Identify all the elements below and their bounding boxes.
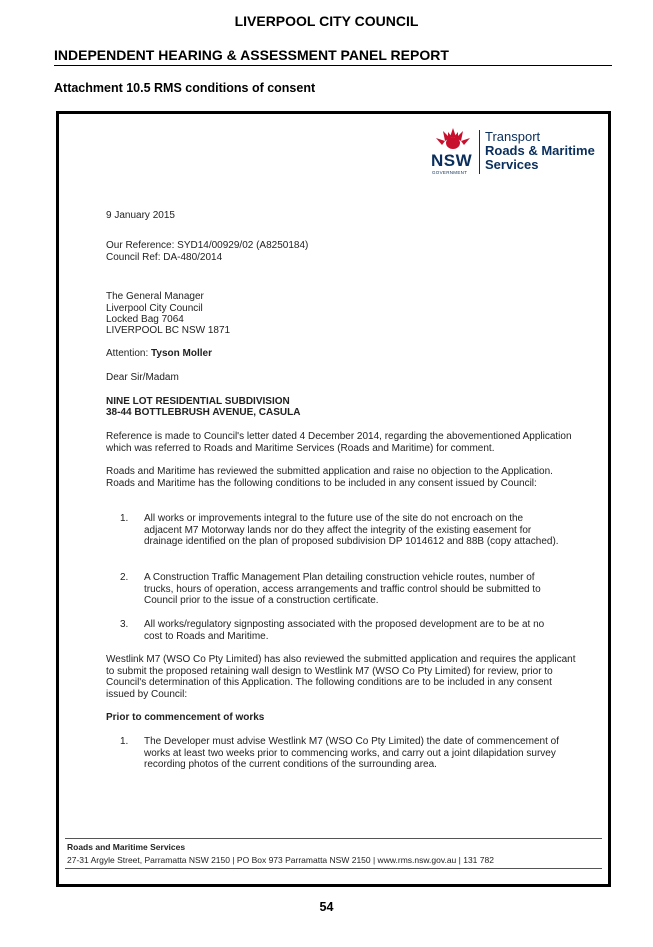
letter-page [59, 114, 608, 884]
logo-line-roads: Roads & Maritime [485, 143, 595, 158]
condition-number: 1. [120, 513, 129, 524]
attachment-title: Attachment 10.5 RMS conditions of consent [54, 81, 316, 95]
header-divider [54, 65, 612, 66]
condition-text: All works or improvements integral to the future use of the site do not encroach on the adjacent M7 Motorway lands nor do they affect the integrity of the existing easement for drainage identified on the plan of proposed subdivision DP 1014612 and 88B (copy attached). [144, 513, 559, 547]
waratah-icon [431, 126, 475, 152]
logo-wordmark [485, 130, 595, 172]
condition-number: 2. [120, 572, 129, 583]
attention-label: Attention: [106, 348, 149, 359]
condition-text: The Developer must advise Westlink M7 (WSO Co Pty Limited) the date of commencement of works at least two weeks prior to commencing works, and carry out a joint dilapidation survey recording photos of the current conditions of the surrounding area. [144, 736, 559, 770]
condition-number: 3. [120, 619, 129, 630]
logo-divider [479, 130, 480, 174]
section-heading: Prior to commencement of works [106, 712, 265, 723]
council-name: LIVERPOOL CITY COUNCIL [234, 13, 419, 29]
logo-line-services: Services [485, 157, 539, 172]
our-reference: Our Reference: SYD14/00929/02 (A8250184) [106, 240, 309, 251]
footer-divider [65, 868, 602, 869]
report-title: INDEPENDENT HEARING & ASSESSMENT PANEL REPORT [54, 47, 449, 63]
attention-name: Tyson Moller [151, 348, 212, 359]
attention-line [106, 348, 576, 360]
logo-line-transport: Transport [485, 129, 541, 144]
rms-logo [431, 126, 601, 176]
paragraph-reference: Reference is made to Council's letter dated 4 December 2014, regarding the abovementioned Application which was referred to Roads and Maritime Services (Roads and Maritime) for comment. [106, 431, 572, 454]
footer-divider [65, 838, 602, 839]
letter-date: 9 January 2015 [106, 210, 175, 221]
footer-address: 27-31 Argyle Street, Parramatta NSW 2150 | PO Box 973 Parramatta NSW 2150 | www.rms.nsw.gov.au | 131 782 [67, 855, 494, 865]
address-line: The General Manager [106, 291, 204, 302]
address-line: LIVERPOOL BC NSW 1871 [106, 325, 231, 336]
logo-government: GOVERNMENT [432, 170, 468, 175]
logo-nsw: NSW [431, 151, 473, 170]
council-reference: Council Ref: DA-480/2014 [106, 252, 223, 263]
salutation: Dear Sir/Madam [106, 372, 179, 383]
address-line: Locked Bag 7064 [106, 314, 184, 325]
address-line: Liverpool City Council [106, 303, 203, 314]
page-number: 54 [319, 900, 334, 914]
condition-text: A Construction Traffic Management Plan detailing construction vehicle routes, number of trucks, hours of operation, access arrangements and traffic control should be submitted to Council prior to the issue of a construction certificate. [144, 572, 541, 606]
condition-number: 1. [120, 736, 129, 747]
subject-line-1: NINE LOT RESIDENTIAL SUBDIVISION [106, 396, 290, 407]
paragraph-review: Roads and Maritime has reviewed the submitted application and raise no objection to the Application. Roads and Maritime has the following conditions to be included in any consent issued by Council: [106, 466, 553, 489]
footer-organisation: Roads and Maritime Services [67, 842, 186, 852]
condition-text: All works/regulatory signposting associated with the proposed development are to be at no cost to Roads and Maritime. [144, 619, 545, 642]
letter-frame [56, 111, 611, 887]
subject-line-2: 38-44 BOTTLEBRUSH AVENUE, CASULA [106, 407, 301, 418]
paragraph-westlink: Westlink M7 (WSO Co Pty Limited) has also reviewed the submitted application and requires the applicant to submit the proposed retaining wall design to Westlink M7 (WSO Co Pty Limited) for review, prior to Council's determination of this Application. The following conditions are to be included in any consent issued by Council: [106, 654, 576, 700]
